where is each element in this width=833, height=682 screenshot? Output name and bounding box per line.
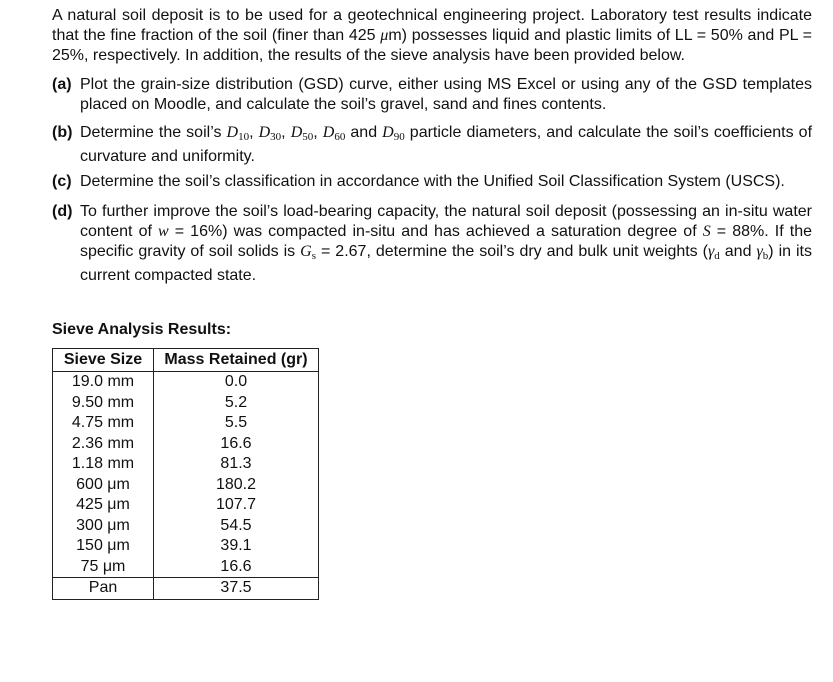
table-row [53, 475, 319, 496]
sieve-size-cell: 2.36 mm [53, 434, 154, 455]
mass-retained-cell: 5.2 [154, 393, 319, 414]
question-text: Plot the grain-size distribution (GSD) curve, either using MS Excel or using any of the GSD templates placed on Moodle, and calculate the soil’s gravel, sand and fines contents. [80, 76, 812, 113]
sieve-table-title: Sieve Analysis Results: [52, 321, 232, 338]
sieve-size-cell: 75 μm [53, 557, 154, 578]
sieve-size-cell: 4.75 mm [53, 413, 154, 434]
sieve-size-cell: 300 μm [53, 516, 154, 537]
column-header-sieve-size: Sieve Size [53, 349, 154, 372]
mass-retained-cell: 16.6 [154, 434, 319, 455]
table-row [53, 495, 319, 516]
sieve-size-cell: 150 μm [53, 536, 154, 557]
table-row [53, 536, 319, 557]
mass-retained-cell: 37.5 [154, 578, 319, 600]
question-c [52, 172, 812, 192]
question-text: Determine the soil’s classification in accordance with the Unified Soil Classification System (USCS). [80, 173, 785, 190]
mass-retained-cell: 107.7 [154, 495, 319, 516]
sieve-analysis-table [52, 348, 319, 600]
question-d [52, 202, 812, 286]
question-label: (b) [52, 124, 73, 141]
question-label: (d) [52, 203, 73, 220]
sieve-size-cell: 425 μm [53, 495, 154, 516]
mass-retained-cell: 5.5 [154, 413, 319, 434]
mass-retained-cell: 16.6 [154, 557, 319, 578]
table-row [53, 393, 319, 414]
problem-intro: A natural soil deposit is to be used for a geotechnical engineering project. Laboratory test results indicate that the fine fraction of the soil (finer than 425 μm) possesses liquid and plastic limits of LL = 50% and PL = 25%, respectively. In addition, the results of the sieve analysis have been provided below. [52, 7, 813, 64]
mass-retained-cell: 81.3 [154, 454, 319, 475]
table-row [53, 454, 319, 475]
table-row [53, 434, 319, 455]
question-b [52, 123, 812, 167]
question-label: (a) [52, 76, 72, 93]
sieve-size-cell: Pan [53, 578, 154, 600]
question-text: Determine the soil’s $D_{10}$, $D_{30}$, $D_{50}$, $D_{60}$ and $D_{90}$ particle diameters, and calculate the soil’s coefficients of curvature and uniformity. [80, 124, 813, 165]
mass-retained-cell: 0.0 [154, 372, 319, 393]
sieve-size-cell: 19.0 mm [53, 372, 154, 393]
table-row [53, 516, 319, 537]
table-header-row [53, 349, 319, 372]
mass-retained-cell: 54.5 [154, 516, 319, 537]
sieve-size-cell: 1.18 mm [53, 454, 154, 475]
mass-retained-cell: 180.2 [154, 475, 319, 496]
question-a [52, 75, 812, 115]
question-label: (c) [52, 173, 72, 190]
mass-retained-cell: 39.1 [154, 536, 319, 557]
table-row [53, 413, 319, 434]
sieve-size-cell: 9.50 mm [53, 393, 154, 414]
table-row [53, 372, 319, 393]
sieve-size-cell: 600 μm [53, 475, 154, 496]
table-row [53, 578, 319, 600]
column-header-mass-retained: Mass Retained (gr) [154, 349, 319, 372]
table-row [53, 557, 319, 578]
question-text: To further improve the soil’s load-bearing capacity, the natural soil deposit (possessing an in-situ water content of w = 16%) was compacted in-situ and has achieved a saturation degree of S = 88%. If the specific gravity of soil solids is $G_s = 2.67$, determine the soil’s dry and bulk unit weights ($\gamma_d$ and $\gamma_b$) in its current compacted state. [80, 203, 812, 284]
